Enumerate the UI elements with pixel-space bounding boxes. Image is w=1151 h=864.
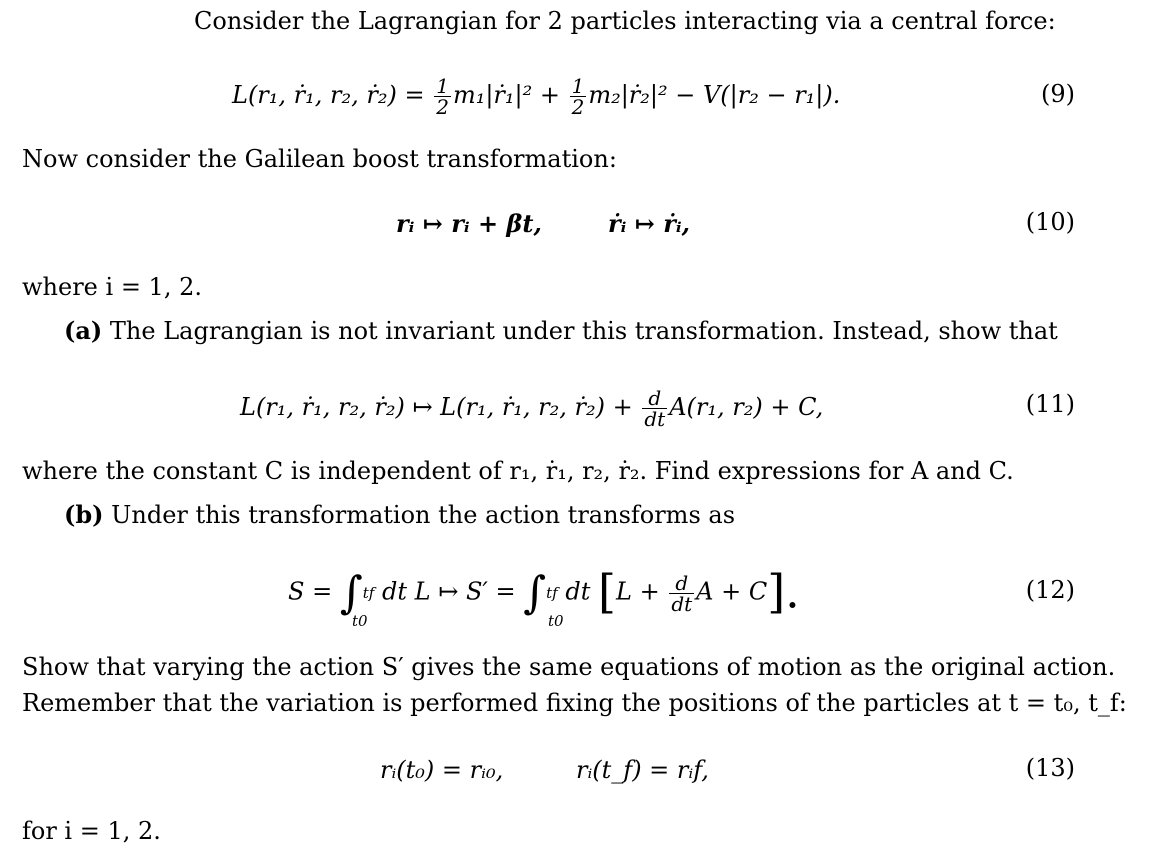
equation-11-number: (11)	[1025, 390, 1075, 418]
for-i-text: for i = 1, 2.	[22, 817, 161, 845]
intro-text: Consider the Lagrangian for 2 particles interacting via a central force:	[194, 7, 1056, 35]
eq12-integral-2: ∫	[523, 567, 547, 619]
eq11-rhs: A(r₁, r₂) + C,	[669, 393, 824, 421]
equation-9-number: (9)	[1041, 80, 1075, 108]
eq12-derivative	[669, 570, 694, 616]
boost-intro-text: Now consider the Galilean boost transformation:	[22, 145, 617, 173]
part-a-label: (a)	[64, 316, 103, 345]
equation-10-part1: rᵢ ↦ rᵢ + βt,	[396, 209, 542, 238]
equation-10-number: (10)	[1025, 208, 1075, 236]
eq12-lower-1: t0	[352, 612, 368, 630]
part-b-text: Under this transformation the action transforms as	[111, 501, 736, 529]
eq12-mid: dt L ↦ S′ =	[382, 577, 516, 606]
eq12-inner2: A + C	[696, 577, 768, 606]
eq11-lhs: L(r₁, ṙ₁, r₂, ṙ₂) ↦ L(r₁, ṙ₁, r₂, ṙ₂) +	[240, 393, 633, 421]
equation-13-part2: rᵢ(t_f) = rᵢf,	[576, 756, 709, 784]
eq12-dt: dt	[565, 577, 591, 606]
eq12-limits-1	[363, 570, 375, 616]
eq11-d: d	[642, 388, 667, 409]
equation-9	[232, 76, 840, 117]
eq12-upper-1: tf	[362, 584, 375, 602]
eq12-integral-1: ∫	[339, 567, 363, 619]
eq12-dt-den: dt	[671, 591, 693, 616]
part-b-label: (b)	[64, 500, 104, 529]
eq11-dt: dt	[644, 407, 666, 431]
eq9-half-1	[434, 76, 451, 117]
eq9-term1: m₁|ṙ₁|² +	[452, 81, 560, 109]
part-a-text: The Lagrangian is not invariant under this transformation. Instead, show that	[109, 317, 1058, 345]
part-a	[64, 316, 1058, 346]
eq12-bracket-close: ].	[767, 564, 800, 619]
eq11-derivative	[642, 388, 667, 429]
show-text-1: Show that varying the action S′ gives the same equations of motion as the original action.	[22, 653, 1116, 681]
equation-13-part1: rᵢ(t₀) = rᵢ₀,	[380, 756, 504, 784]
eq12-lower-2: t0	[548, 612, 564, 630]
eq12-inner1: L +	[616, 577, 660, 606]
eq9-half-1-den: 2	[436, 95, 449, 119]
eq9-half-2-den: 2	[571, 95, 585, 119]
eq12-upper-2: tf	[546, 584, 558, 602]
eq12-limits-2	[546, 570, 558, 616]
eq12-s: S =	[288, 577, 333, 606]
eq9-half-2	[570, 76, 587, 117]
part-b	[64, 500, 735, 530]
eq9-term2: m₂|ṙ₂|² − V(|r₂ − r₁|).	[588, 81, 841, 109]
equation-12	[288, 564, 800, 619]
eq9-half-1-num: 1	[436, 74, 449, 98]
eq12-bracket-open: [	[598, 564, 616, 619]
equation-11	[240, 388, 823, 429]
show-text-2: Remember that the variation is performed fixing the positions of the particles at t = t₀, t_f:	[22, 689, 1127, 717]
eq9-lhs: L(r₁, ṙ₁, r₂, ṙ₂) =	[232, 81, 425, 109]
equation-12-number: (12)	[1025, 576, 1075, 604]
where-c-text: where the constant C is independent of r₁, ṙ₁, r₂, ṙ₂. Find expressions for A and C.	[22, 457, 1014, 485]
where-i-text: where i = 1, 2.	[22, 273, 202, 301]
eq12-d: d	[669, 573, 694, 594]
eq9-half-2-num: 1	[571, 74, 585, 98]
equation-13-number: (13)	[1025, 754, 1075, 782]
equation-10-part2: ṙᵢ ↦ ṙᵢ,	[608, 209, 690, 238]
